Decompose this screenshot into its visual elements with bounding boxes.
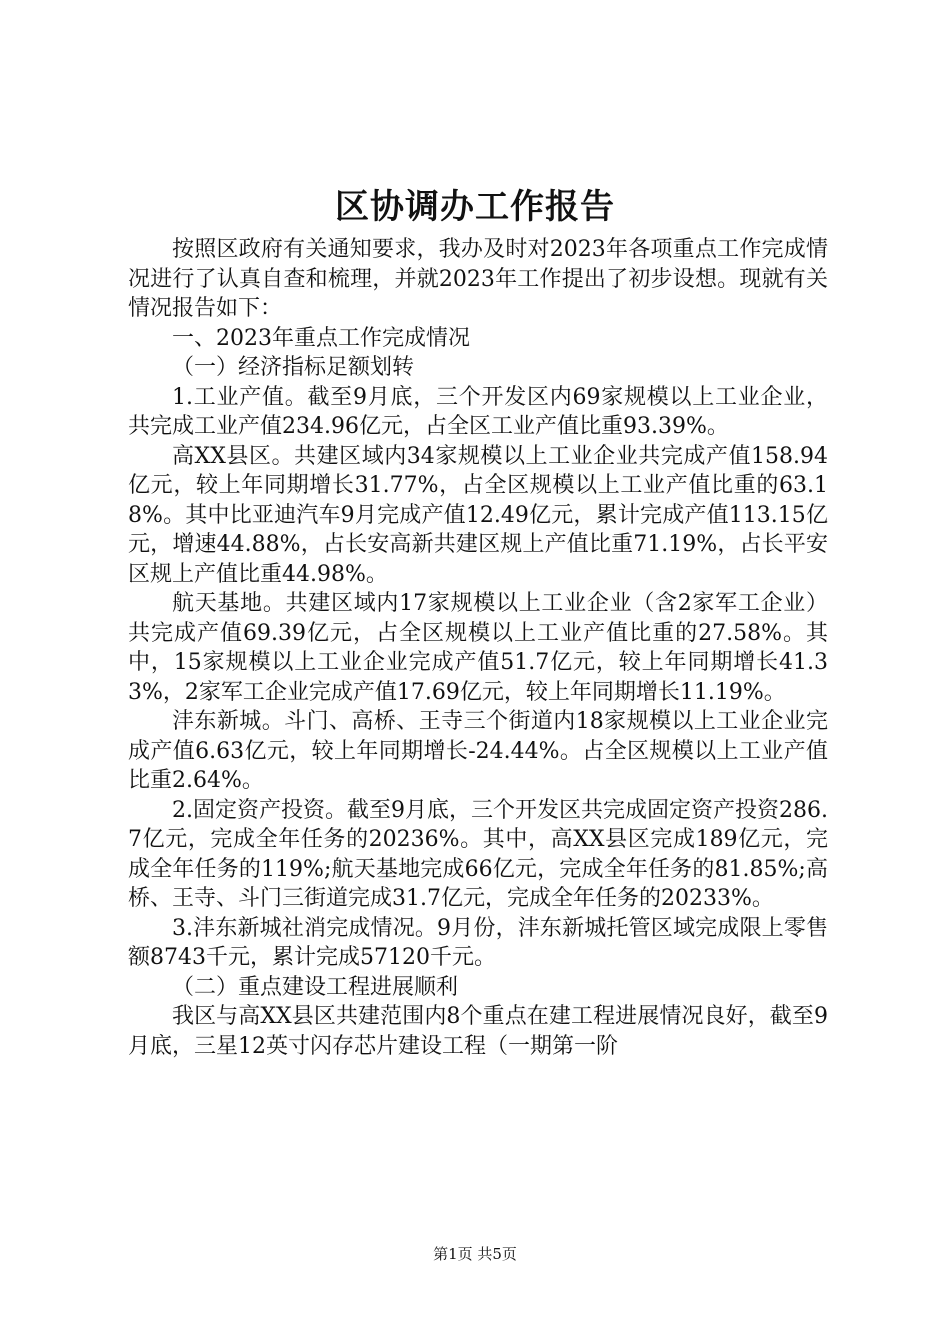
- paragraph-fengdong-new-city: 沣东新城。斗门、高桥、王寺三个街道内18家规模以上工业企业完成产值6.63亿元，较上年同期增长-24.44%。占全区规模以上工业产值比重2.64%。: [128, 709, 828, 793]
- document-body: [128, 235, 828, 1061]
- page-footer: [0, 1243, 950, 1265]
- page-number: 第1页: [433, 1245, 473, 1263]
- paragraph-intro: 按照区政府有关通知要求，我办及时对2023年各项重点工作完成情况进行了认真自查和梳理，并就2023年工作提出了初步设想。现就有关情况报告如下：: [128, 237, 828, 321]
- document-title: 区协调办工作报告: [335, 187, 615, 227]
- subsection-heading-1: （一）经济指标足额划转: [172, 355, 415, 380]
- paragraph-key-projects: 我区与高XX县区共建范围内8个重点在建工程进展情况良好，截至9月底，三星12英寸闪存芯片建设工程（一期第一阶: [128, 1004, 828, 1059]
- paragraph-gaoxx-county: 高XX县区。共建区域内34家规模以上工业企业共完成产值158.94亿元，较上年同期增长31.77%，占全区规模以上工业产值比重的63.18%。其中比亚迪汽车9月完成产值12.49亿元，累计完成产值113.15亿元，增速44.88%，占长安高新共建区规上产值比重71.19%，占长平安区规上产值比重44.98%。: [128, 443, 828, 587]
- paragraph-fixed-asset-investment: 2.固定资产投资。截至9月底，三个开发区共完成固定资产投资286.7亿元，完成全年任务的20236%。其中，高XX县区完成189亿元，完成全年任务的119%;航天基地完成66亿元，完成全年任务的81.85%;高桥、王寺、斗门三街道完成31.7亿元，完成全年任务的20233%。: [128, 797, 828, 911]
- paragraph-aerospace-base: 航天基地。共建区域内17家规模以上工业企业（含2家军工企业）共完成产值69.39亿元，占全区规模以上工业产值比重的27.58%。其中，15家规模以上工业企业完成产值51.7亿元，较上年同期增长41.33%，2家军工企业完成产值17.69亿元，较上年同期增长11.19%。: [128, 591, 828, 705]
- subsection-heading-2: （二）重点建设工程进展顺利: [172, 974, 459, 1000]
- paragraph-industrial-output: 1.工业产值。截至9月底，三个开发区内69家规模以上工业企业，共完成工业产值234.96亿元，占全区工业产值比重93.39%。: [128, 384, 828, 439]
- section-heading-1: 一、2023年重点工作完成情况: [172, 325, 470, 351]
- page-total: 共5页: [477, 1245, 517, 1263]
- paragraph-retail-sales: 3.沣东新城社消完成情况。9月份，沣东新城托管区域完成限上零售额8743千元，累计完成57120千元。: [128, 915, 828, 970]
